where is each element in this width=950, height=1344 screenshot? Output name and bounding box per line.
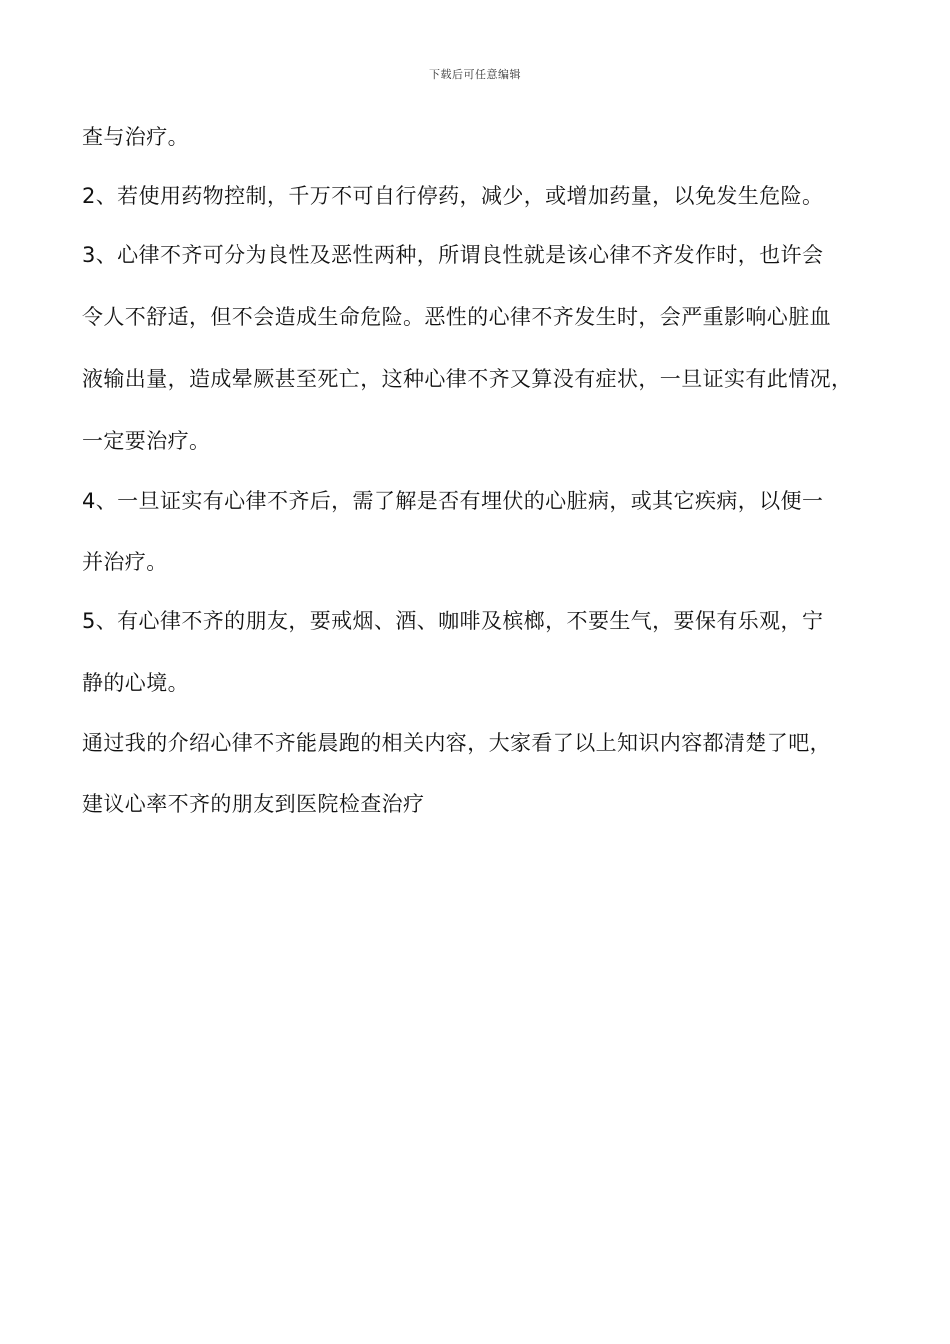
text-line-8: 并治疗。 (82, 550, 168, 574)
text-line-1: 查与治疗。 (82, 125, 189, 149)
text-line-4: 令人不舒适，但不会造成生命危险。恶性的心律不齐发生时，会严重影响心脏血 (82, 305, 831, 329)
text-line-3: 3、心律不齐可分为良性及恶性两种，所谓良性就是该心律不齐发作时，也许会 (82, 243, 824, 267)
header-note: 下载后可任意编辑 (429, 68, 521, 81)
text-line-6: 一定要治疗。 (82, 429, 211, 453)
text-line-11: 通过我的介绍心律不齐能晨跑的相关内容，大家看了以上知识内容都清楚了吧， (82, 731, 831, 755)
text-line-9: 5、有心律不齐的朋友，要戒烟、酒、咖啡及槟榔，不要生气，要保有乐观，宁 (82, 609, 824, 633)
text-line-12: 建议心率不齐的朋友到医院检查治疗 (82, 792, 425, 816)
text-line-2: 2、若使用药物控制，千万不可自行停药，减少，或增加药量，以免发生危险。 (82, 184, 824, 208)
text-line-10: 静的心境。 (82, 671, 189, 695)
text-line-7: 4、一旦证实有心律不齐后，需了解是否有埋伏的心脏病，或其它疾病，以便一 (82, 489, 824, 513)
text-line-5: 液输出量，造成晕厥甚至死亡，这种心律不齐又算没有症状，一旦证实有此情况， (82, 367, 853, 391)
